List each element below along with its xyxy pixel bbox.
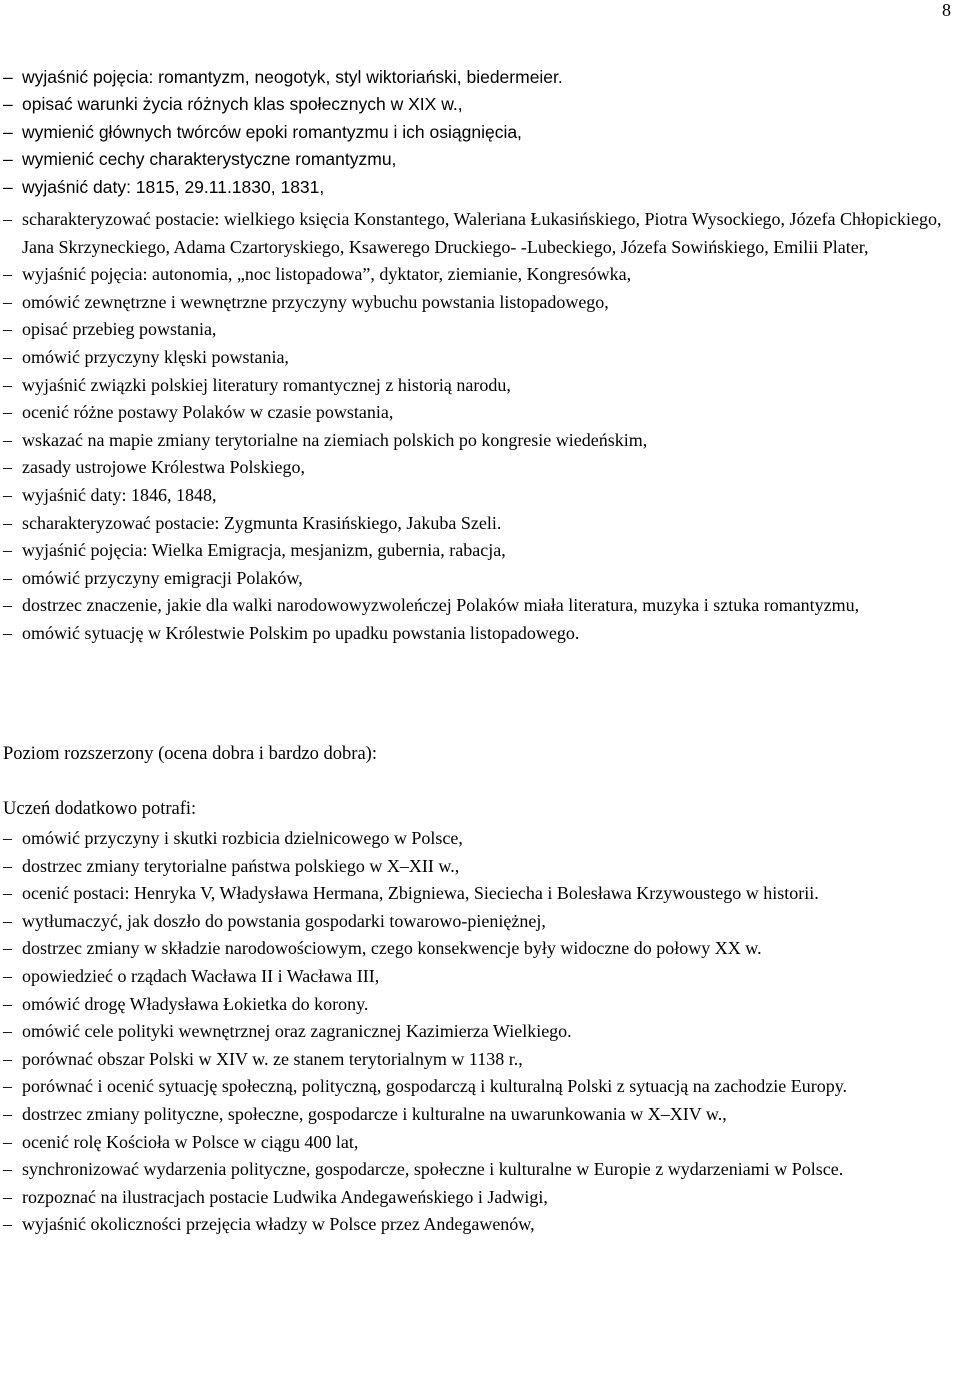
list-item: – wymienić głównych twórców epoki romantyzmu i ich osiągnięcia, xyxy=(0,119,960,146)
list-item: – omówić zewnętrzne i wewnętrzne przyczyny wybuchu powstania listopadowego, xyxy=(0,289,960,317)
list-item: – omówić drogę Władysława Łokietka do korony. xyxy=(0,991,960,1019)
list-item: – omówić sytuację w Królestwie Polskim po upadku powstania listopadowego. xyxy=(0,620,960,648)
page-number: 8 xyxy=(942,0,951,20)
list-item: – wyjaśnić daty: 1815, 29.11.1830, 1831, xyxy=(0,174,960,201)
list-item: – omówić przyczyny i skutki rozbicia dzielnicowego w Polsce, xyxy=(0,825,960,853)
list-item: – omówić cele polityki wewnętrznej oraz zagranicznej Kazimierza Wielkiego. xyxy=(0,1018,960,1046)
list-item: – zasady ustrojowe Królestwa Polskiego, xyxy=(0,454,960,482)
basic-list xyxy=(0,206,960,648)
list-item: – wyjaśnić pojęcia: autonomia, „noc listopadowa”, dyktator, ziemianie, Kongresówka, xyxy=(0,261,960,289)
extended-list xyxy=(0,825,960,1239)
list-item: – scharakteryzować postacie: Zygmunta Krasińskiego, Jakuba Szeli. xyxy=(0,510,960,538)
list-item: – dostrzec zmiany terytorialne państwa polskiego w X–XII w., xyxy=(0,853,960,881)
list-item: – wyjaśnić pojęcia: Wielka Emigracja, mesjanizm, gubernia, rabacja, xyxy=(0,537,960,565)
list-item: – wyjaśnić pojęcia: romantyzm, neogotyk, styl wiktoriański, biedermeier. xyxy=(0,64,960,91)
list-item: – scharakteryzować postacie: wielkiego księcia Konstantego, Waleriana Łukasińskiego, Piotra Wysockiego, Józefa Chłopickiego, Jana Skrzyneckiego, Adama Czartoryskiego, Ksawerego Druckiego- -Lubeckiego, Józefa Sowińskiego, Emilii Plater, xyxy=(0,206,960,261)
list-item: – wymienić cechy charakterystyczne romantyzmu, xyxy=(0,146,960,173)
list-item: – ocenić rolę Kościoła w Polsce w ciągu 400 lat, xyxy=(0,1129,960,1157)
intro-list xyxy=(0,64,960,201)
list-item: – dostrzec zmiany polityczne, społeczne, gospodarcze i kulturalne na uwarunkowania w X–XIV w., xyxy=(0,1101,960,1129)
list-item: – porównać obszar Polski w XIV w. ze stanem terytorialnym w 1138 r., xyxy=(0,1046,960,1074)
list-item: – wyjaśnić daty: 1846, 1848, xyxy=(0,482,960,510)
list-item: – ocenić różne postawy Polaków w czasie powstania, xyxy=(0,399,960,427)
list-item: – synchronizować wydarzenia polityczne, gospodarcze, społeczne i kulturalne w Europie z wydarzeniami w Polsce. xyxy=(0,1156,960,1184)
list-item: – wytłumaczyć, jak doszło do powstania gospodarki towarowo-pieniężnej, xyxy=(0,908,960,936)
list-item: – wskazać na mapie zmiany terytorialne na ziemiach polskich po kongresie wiedeńskim, xyxy=(0,427,960,455)
list-item: – omówić przyczyny emigracji Polaków, xyxy=(0,565,960,593)
list-item: – opowiedzieć o rządach Wacława II i Wacława III, xyxy=(0,963,960,991)
list-item: – dostrzec znaczenie, jakie dla walki narodowowyzwoleńczej Polaków miała literatura, muzyka i sztuka romantyzmu, xyxy=(0,592,960,620)
list-item: – opisać warunki życia różnych klas społecznych w XIX w., xyxy=(0,91,960,118)
list-item: – wyjaśnić okoliczności przejęcia władzy w Polsce przez Andegawenów, xyxy=(0,1211,960,1239)
list-item: – wyjaśnić związki polskiej literatury romantycznej z historią narodu, xyxy=(0,372,960,400)
list-item: – omówić przyczyny klęski powstania, xyxy=(0,344,960,372)
list-item: – rozpoznać na ilustracjach postacie Ludwika Andegaweńskiego i Jadwigi, xyxy=(0,1184,960,1212)
student-heading: Uczeń dodatkowo potrafi: xyxy=(3,799,197,819)
list-item: – porównać i ocenić sytuację społeczną, polityczną, gospodarczą i kulturalną Polski z sytuacją na zachodzie Europy. xyxy=(0,1073,960,1101)
section-heading: Poziom rozszerzony (ocena dobra i bardzo dobra): xyxy=(3,744,377,764)
list-item: – dostrzec zmiany w składzie narodowościowym, czego konsekwencje były widoczne do połowy XX w. xyxy=(0,935,960,963)
list-item: – opisać przebieg powstania, xyxy=(0,316,960,344)
list-item: – ocenić postaci: Henryka V, Władysława Hermana, Zbigniewa, Sieciecha i Bolesława Krzywoustego w historii. xyxy=(0,880,960,908)
